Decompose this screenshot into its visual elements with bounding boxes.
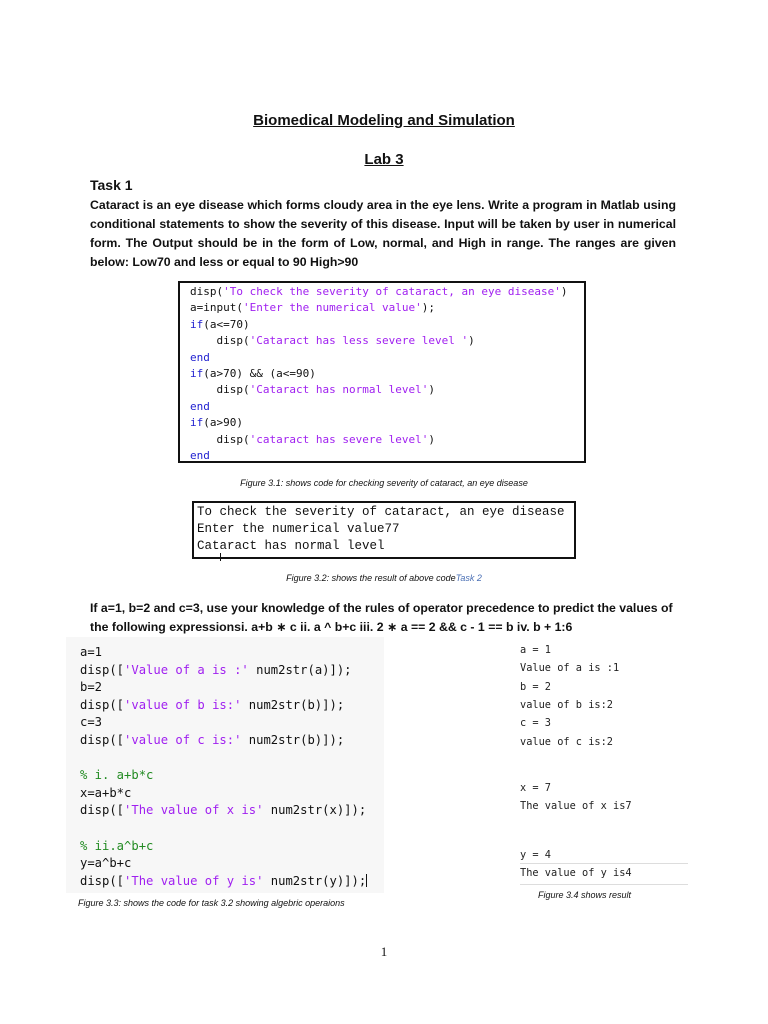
result-line: value of b is:2 — [520, 699, 613, 711]
task2-heading-inline: Task 2 — [455, 573, 482, 583]
result-line: The value of y is4 — [520, 867, 632, 879]
result-line: Value of a is :1 — [520, 662, 620, 674]
result-line: a = 1 — [520, 644, 551, 656]
lab-heading: Lab 3 — [364, 151, 404, 168]
result-line: x = 7 — [520, 782, 551, 794]
editor-cursor — [366, 874, 367, 887]
command-window-output — [192, 501, 576, 559]
result-line: The value of x is7 — [520, 800, 632, 812]
figure-3-2-caption: Figure 3.2: shows the result of above codeTask 2 — [286, 573, 482, 583]
cmd-line-1: To check the severity of cataract, an eye disease — [197, 505, 565, 519]
result-line: b = 2 — [520, 681, 551, 693]
text-cursor — [220, 553, 221, 561]
page-number: 1 — [380, 944, 388, 959]
cataract-code-block: disp('To check the severity of cataract, an eye disease') a=input('Enter the numerical value'); if(a<=70) disp('Cataract has less severe level ') end if(a>70) && (a<=90) disp('Cataract has normal level') end if(a>90) disp('cataract has severe level') end — [178, 281, 586, 463]
task1-heading: Task 1 — [90, 177, 133, 193]
result-line: c = 3 — [520, 717, 551, 729]
cmd-line-3: Cataract has normal level — [197, 538, 385, 553]
task1-description: Cataract is an eye disease which forms cloudy area in the eye lens. Write a program in Matlab using conditional statements to show the severity of this disease. Input will be taken by user in numerical form. The Output should be in the form of Low, normal, and High in range. The ranges are given below: Low70 and less or equal to 90 High>90 — [90, 198, 676, 269]
cmd-line-2: Enter the numerical value77 — [197, 521, 400, 536]
document-title: Biomedical Modeling and Simulation — [253, 112, 515, 129]
figure-3-1-caption: Figure 3.1: shows code for checking severity of cataract, an eye disease — [240, 478, 528, 488]
result-line: y = 4 — [520, 849, 551, 861]
operator-precedence-code: a=1 disp(['Value of a is :' num2str(a)]); b=2 disp(['value of b is:' num2str(b)]); c=3 disp(['value of c is:' num2str(b)]); % i. a+b*c x=a+b*c disp(['The value of x is' num2str(x)]); % ii.a^b+c y=a^b+c disp(['The value of y is' num2str(y)]); — [66, 637, 384, 893]
result-line: value of c is:2 — [520, 736, 613, 748]
figure-3-3-caption: Figure 3.3: shows the code for task 3.2 showing algebric operaions — [78, 898, 345, 908]
figure-3-4-caption: Figure 3.4 shows result — [538, 890, 632, 900]
task2-description: If a=1, b=2 and c=3, use your knowledge of the rules of operator precedence to predict the values of the following expressionsi. a+b ∗ c ii. a ^ b+c iii. 2 ∗ a == 2 && c - 1 == b iv. b + 1:6 — [90, 601, 673, 634]
